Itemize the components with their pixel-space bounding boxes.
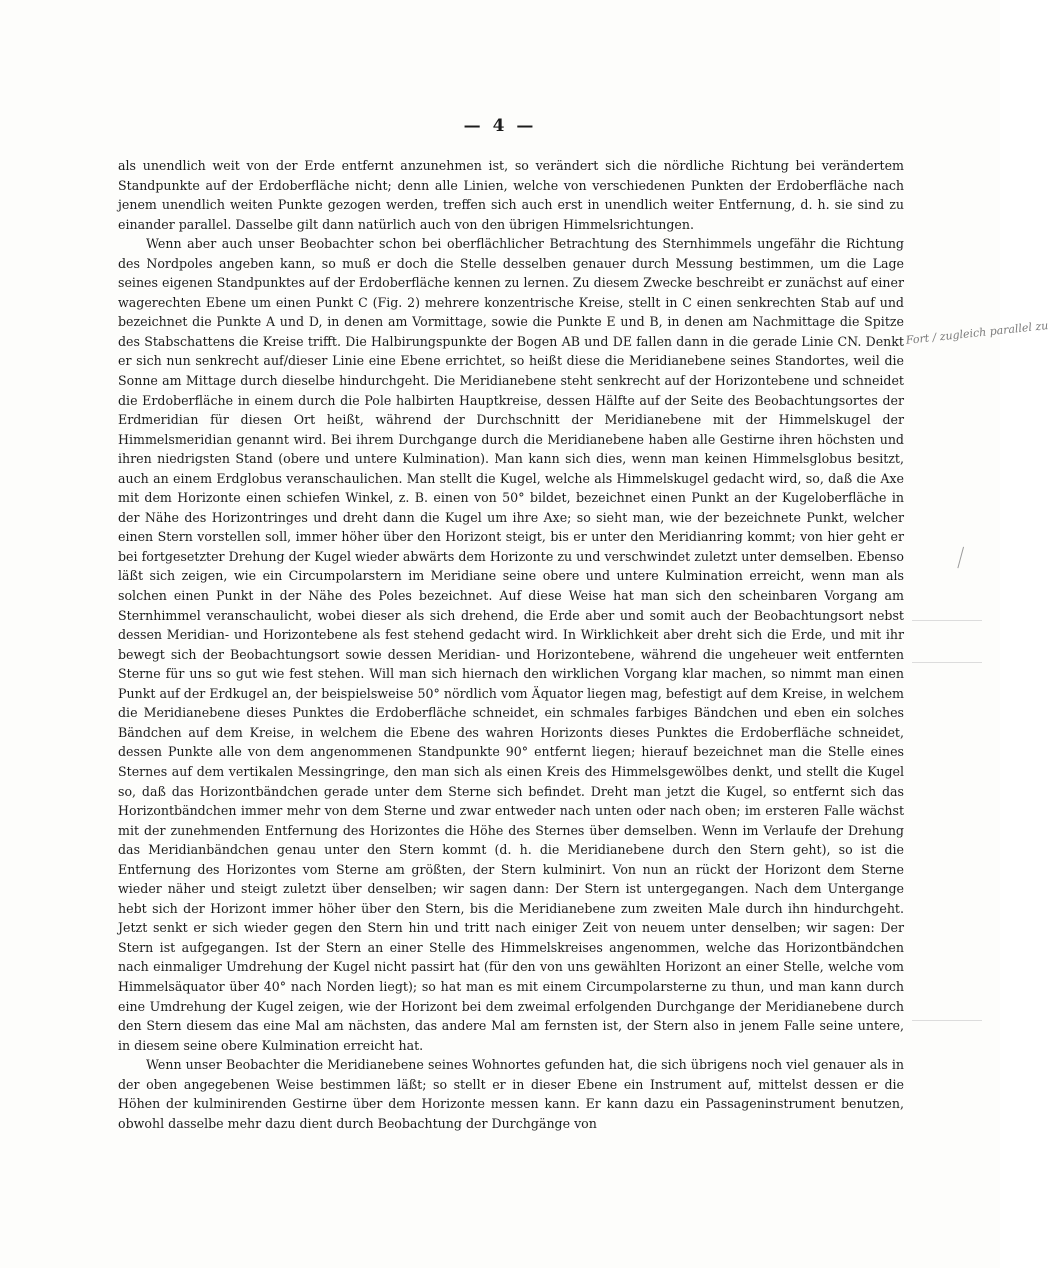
show-through-line — [912, 662, 982, 663]
paragraph-1: als unendlich weit von der Erde entfernt anzunehmen ist, so verändert sich die nördliche Richtung bei verändertem Standpunkte auf der Erdoberfläche nicht; denn alle Linien, welche von verschiedenen Punkten der Erdoberfläche nach jenem unendlich weiten Punkte gezogen werden, treffen sich auch erst in unendlich weiter Entfernung, d. h. sie sind zu einander parallel. Dasselbe gilt dann natürlich auch von den übrigen Himmelsrichtungen. — [118, 158, 904, 232]
handwritten-margin-note: Fort / zugleich parallel zu — [905, 319, 1049, 347]
body-text — [118, 156, 904, 1133]
show-through-line — [912, 620, 982, 621]
page-number: — 4 — — [463, 116, 537, 136]
show-through-line — [912, 1020, 982, 1021]
paragraph-3: Wenn unser Beobachter die Meridianebene seines Wohnortes gefunden hat, die sich übrigens noch viel genauer als in der oben angegebenen Weise bestimmen läßt; so stellt er in dieser Ebene ein Instrument auf, mittelst dessen er die Höhen der kulminirenden Gestirne über dem Horizonte messen kann. Er kann dazu ein Passageninstrument benutzen, obwohl dasselbe mehr dazu dient durch Beobachtung der Durchgänge von — [118, 1057, 904, 1131]
paragraph-2: Wenn aber auch unser Beobachter schon bei oberflächlicher Betrachtung des Sternhimmels ungefähr die Richtung des Nordpoles angeben kann, so muß er doch die Stelle desselben genauer durch Messung bestimmen, um die Lage seines eigenen Standpunktes auf der Erdoberfläche kennen zu lernen. Zu diesem Zwecke beschreibt er zunächst auf einer wagerechten Ebene um einen Punkt C (Fig. 2) mehrere konzentrische Kreise, stellt in C einen senkrechten Stab auf und bezeichnet die Punkte A und D, in denen am Vormittage, sowie die Punkte E und B, in denen am Nachmittage die Spitze des Stabschattens die Kreise trifft. Die Halbirungspunkte der Bogen AB und DE fallen dann in die gerade Linie CN. Denkt er sich nun senkrecht auf/dieser Linie eine Ebene errichtet, so heißt diese die Meridianebene seines Standortes, weil die Sonne am Mittage durch dieselbe hindurchgeht. Die Meridianebene steht senkrecht auf der Horizontebene und schneidet die Erdoberfläche in einem durch die Pole halbirten Hauptkreise, dessen Hälfte auf der Seite des Beobachtungsortes der Erdmeridian für diesen Ort heißt, während der Durchschnitt der Meridianebene mit der Himmelskugel der Himmelsmeridian genannt wird. Bei ihrem Durchgange durch die Meridianebene haben alle Gestirne ihren höchsten und ihren niedrigsten Stand (obere und untere Kulmination). Man kann sich dies, wenn man keinen Himmelsglobus besitzt, auch an einem Erdglobus veranschaulichen. Man stellt die Kugel, welche als Himmelskugel gedacht wird, so, daß die Axe mit dem Horizonte einen schiefen Winkel, z. B. einen von 50° bildet, bezeichnet einen Punkt an der Kugeloberfläche in der Nähe des Horizontringes und dreht dann die Kugel um ihre Axe; so sieht man, wie der bezeichnete Punkt, welcher einen Stern vorstellen soll, immer höher über den Horizont steigt, bis er unter den Meridianring kommt; von hier geht er bei fortgesetzter Drehung der Kugel wieder abwärts dem Horizonte zu und verschwindet zuletzt unter demselben. Ebenso läßt sich zeigen, wie ein Circumpolarstern im Meridiane seine obere und untere Kulmination erreicht, wenn man als solchen einen Punkt in der Nähe des Poles bezeichnet. Auf diese Weise hat man sich den scheinbaren Vorgang am Sternhimmel veranschaulicht, wobei dieser als sich drehend, die Erde aber und somit auch der Beobachtungsort nebst dessen Meridian- und Horizontebene als fest stehend gedacht wird. In Wirklichkeit aber dreht sich die Erde, und mit ihr bewegt sich der Beobachtungsort sowie dessen Meridian- und Horizontebene, während die ungeheuer weit entfernten Sterne für uns so gut wie fest stehen. Will man sich hiernach den wirklichen Vorgang klar machen, so nimmt man einen Punkt auf der Erdkugel an, der beispielsweise 50° nördlich vom Äquator liegen mag, befestigt auf dem Kreise, in welchem die Meridianebene dieses Punktes die Erdoberfläche schneidet, ein schmales farbiges Bändchen und eben ein solches Bändchen auf dem Kreise, in welchem die Ebene des wahren Horizonts dieses Punktes die Erdoberfläche schneidet, dessen Punkte alle von dem angenommenen Standpunkte 90° entfernt liegen; hierauf bezeichnet man die Stelle eines Sternes auf dem vertikalen Messingringe, den man sich als einen Kreis des Himmelsgewölbes denkt, und stellt die Kugel so, daß das Horizontbändchen gerade unter dem Sterne sich befindet. Dreht man jetzt die Kugel, so entfernt sich das Horizontbändchen immer mehr von dem Sterne und zwar entweder nach unten oder nach oben; im ersteren Falle wächst mit der zunehmenden Entfernung des Horizontes die Höhe des Sternes über demselben. Wenn im Verlaufe der Drehung das Meridianbändchen genau unter den Stern kommt (d. h. die Meridianebene durch den Stern geht), so ist die Entfernung des Horizontes vom Sterne am größten, der Stern kulminirt. Von nun an rückt der Horizont dem Sterne wieder näher und steigt zuletzt über denselben; wir sagen dann: Der Stern ist untergegangen. Nach dem Untergange hebt sich der Horizont immer höher über den Stern, bis die Meridianebene zum zweiten Male durch ihn hindurchgeht. Jetzt senkt er sich wieder gegen den Stern hin und tritt nach einiger Zeit von neuem unter denselben; wir sagen: Der Stern ist aufgegangen. Ist der Stern an einer Stelle des Himmelskreises angenommen, welche das Horizontbändchen nach einmaliger Umdrehung der Kugel nicht passirt hat (für den von uns gewählten Horizont an einer Stelle, welche vom Himmelsäquator über 40° nach Norden liegt); so hat man es mit einem Circumpolarsterne zu thun, und man kann durch eine Umdrehung der Kugel zeigen, wie der Horizont bei dem zweimal erfolgenden Durchgange der Meridianebene durch den Stern diesem das eine Mal am nächsten, das andere Mal am fernsten ist, der Stern also in jenem Falle seine untere, in diesem seine obere Kulmination erreicht hat. — [118, 236, 904, 1053]
margin-pencil-mark — [957, 547, 975, 572]
